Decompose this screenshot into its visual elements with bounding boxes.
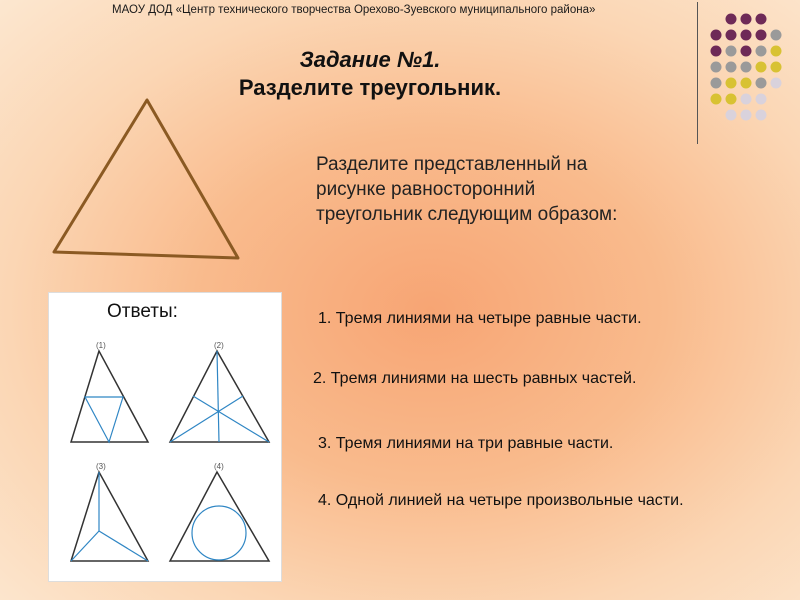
decorative-dot	[771, 62, 782, 73]
decorative-dot	[741, 94, 752, 105]
task-item-1: 1. Тремя линиями на четыре равные части.	[318, 310, 642, 327]
figure-label-2: (2)	[214, 341, 224, 350]
task-item-3: 3. Тремя линиями на три равные части.	[318, 435, 614, 452]
decorative-dot	[771, 30, 782, 41]
answer-figure-2	[170, 351, 269, 442]
decorative-dot	[726, 110, 737, 121]
decorative-dot	[741, 46, 752, 57]
decorative-dot	[711, 78, 722, 89]
answers-panel	[48, 292, 282, 582]
decorative-dot	[771, 46, 782, 57]
decorative-dot	[726, 94, 737, 105]
decorative-dot	[711, 46, 722, 57]
decorative-dot	[756, 110, 767, 121]
decorative-dot	[726, 62, 737, 73]
description-line-1: Разделите представленный на	[316, 154, 588, 175]
decorative-dot	[756, 30, 767, 41]
decorative-dot	[726, 30, 737, 41]
task-item-2: 2. Тремя линиями на шесть равных частей.	[313, 370, 637, 387]
figure-label-3: (3)	[96, 462, 106, 471]
answer-figure-4	[170, 472, 269, 561]
decorative-dot	[741, 14, 752, 25]
decorative-dot	[726, 46, 737, 57]
decorative-dot	[756, 94, 767, 105]
answer-figure-1	[71, 351, 148, 442]
decorative-dot	[726, 78, 737, 89]
answer-figures	[49, 293, 281, 581]
answer-figure-3	[71, 472, 148, 561]
decorative-dot	[741, 110, 752, 121]
decorative-dot	[711, 30, 722, 41]
answers-title: Ответы:	[107, 301, 178, 322]
decorative-dot	[711, 94, 722, 105]
decorative-dot	[756, 62, 767, 73]
task-heading: Разделите треугольник.	[238, 75, 502, 100]
figure-label-1: (1)	[96, 341, 106, 350]
main-triangle	[0, 0, 300, 280]
decorative-dot	[771, 78, 782, 89]
decorative-dot	[756, 14, 767, 25]
description-line-2: рисунке равносторонний	[316, 179, 536, 200]
organization-header: МАОУ ДОД «Центр технического творчества Орехово-Зуевского муниципального района»	[112, 4, 596, 16]
decorative-dot	[756, 78, 767, 89]
decorative-dot	[711, 62, 722, 73]
decorative-dot	[741, 30, 752, 41]
description-line-3: треугольник следующим образом:	[316, 204, 618, 225]
task-item-4: 4. Одной линией на четыре произвольные части.	[318, 492, 684, 509]
decorative-dot	[756, 46, 767, 57]
decorative-dot	[741, 62, 752, 73]
decorative-dot	[741, 78, 752, 89]
figure-label-4: (4)	[214, 462, 224, 471]
decorative-dot	[726, 14, 737, 25]
task-description	[316, 152, 756, 227]
task-number: Задание №1.	[299, 47, 441, 72]
